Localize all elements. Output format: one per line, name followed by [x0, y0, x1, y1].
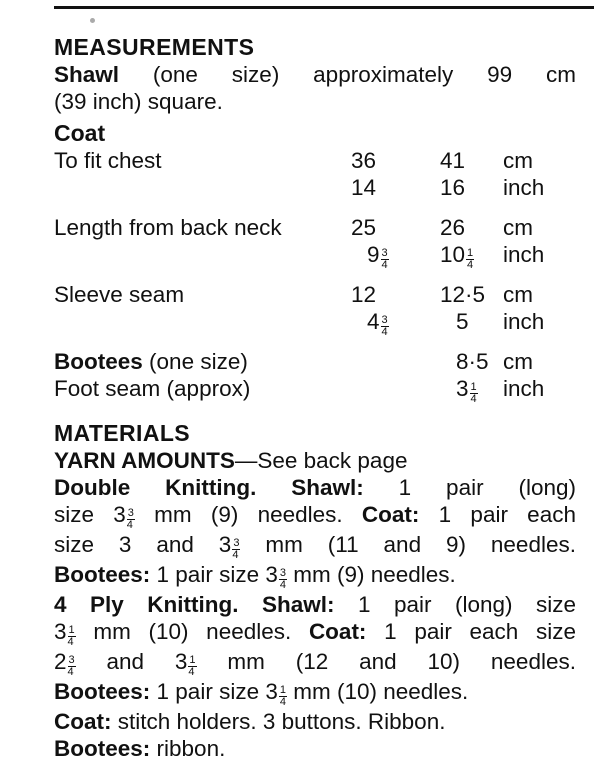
length-row-inch — [54, 241, 576, 271]
length-cm-2: 26 — [440, 215, 466, 240]
chest-row-cm — [54, 147, 576, 174]
length-in-unit: inch — [503, 242, 545, 267]
foot-seam-label: Foot seam (approx) — [54, 376, 251, 401]
sleeve-cm-2: 12·5 — [440, 282, 486, 307]
yarn-line — [54, 447, 576, 474]
coat-extra-line: Coat: stitch holders. 3 buttons. Ribbon. — [54, 709, 446, 734]
dk-line-2: size 3 $\frac{3}{4}$ mm (9) needles. Coat: 1 pair each — [54, 502, 576, 531]
ply4-line-3: 2 $\frac{3}{4}$ and 3 $\frac{1}{4}$ mm (12 and 10) needles. — [54, 649, 576, 678]
chest-in-1: 14 — [351, 175, 377, 200]
sleeve-label: Sleeve seam — [54, 282, 185, 307]
ply4-line-1: 4 Ply Knitting. Shawl: 1 pair (long) size — [54, 592, 576, 617]
length-row-cm — [54, 214, 576, 241]
bootees-row-cm — [54, 348, 576, 375]
fraction: $\frac{1}{4}$ — [467, 247, 474, 271]
fraction: $\frac{1}{4}$ — [67, 624, 75, 648]
shawl-line-1 — [54, 61, 576, 88]
materials-block — [54, 447, 576, 762]
chest-cm-unit: cm — [503, 148, 533, 173]
coat-heading: Coat — [54, 120, 106, 146]
print-speck — [90, 18, 95, 23]
length-in-2: 10 $\frac{1}{4}$ — [440, 242, 474, 271]
bootees-cm: 8·5 — [456, 349, 489, 374]
fraction: $\frac{3}{4}$ — [126, 507, 134, 531]
shawl-text-1: (one size) approximately 99 cm — [152, 62, 576, 87]
yarn-label: YARN AMOUNTS — [54, 448, 235, 473]
sleeve-in-2: 5 — [456, 309, 469, 334]
fraction: $\frac{3}{4}$ — [67, 654, 75, 678]
sleeve-in-1: 4 $\frac{3}{4}$ — [367, 309, 388, 338]
bootees-cm-unit: cm — [503, 349, 533, 374]
fraction: $\frac{1}{4}$ — [188, 654, 196, 678]
bootees-in: 3 $\frac{1}{4}$ — [456, 376, 477, 405]
length-cm-1: 25 — [351, 215, 377, 240]
fraction: $\frac{3}{4}$ — [381, 247, 388, 271]
ply4-line-2: 3 $\frac{1}{4}$ mm (10) needles. Coat: 1 pair each size — [54, 619, 576, 648]
shawl-line-2: (39 inch) square. — [54, 89, 223, 114]
chest-in-unit: inch — [503, 175, 545, 200]
bootees-label: Bootees — [54, 349, 143, 374]
chest-cm-2: 41 — [440, 148, 466, 173]
fraction: $\frac{1}{4}$ — [279, 684, 286, 708]
sleeve-row-cm — [54, 281, 576, 308]
dk-line-3: size 3 and 3 $\frac{3}{4}$ mm (11 and 9) needles. — [54, 532, 576, 561]
length-in-1: 9 $\frac{3}{4}$ — [367, 242, 388, 271]
fraction: $\frac{3}{4}$ — [232, 537, 240, 561]
fraction: $\frac{1}{4}$ — [470, 381, 477, 405]
ply4-line-4: Bootees: 1 pair size 3 $\frac{1}{4}$ mm (10) needles. — [54, 679, 469, 708]
sleeve-in-unit: inch — [503, 309, 545, 334]
bootees-row-inch — [54, 375, 576, 405]
chest-in-2: 16 — [440, 175, 466, 200]
bootees-extra-line: Bootees: ribbon. — [54, 736, 226, 761]
sleeve-cm-1: 12 — [351, 282, 377, 307]
dk-line-4: Bootees: 1 pair size 3 $\frac{3}{4}$ mm (9) needles. — [54, 562, 456, 591]
shawl-label: Shawl — [54, 62, 120, 87]
top-rule — [54, 6, 594, 9]
bootees-label-suffix: (one size) — [149, 349, 248, 374]
bootees-in-unit: inch — [503, 376, 545, 401]
length-cm-unit: cm — [503, 215, 533, 240]
fraction: $\frac{3}{4}$ — [279, 567, 286, 591]
yarn-text: —See back page — [234, 448, 408, 473]
measurements-heading: MEASUREMENTS — [54, 34, 255, 60]
length-label: Length from back neck — [54, 215, 282, 240]
fraction: $\frac{3}{4}$ — [381, 314, 388, 338]
sleeve-cm-unit: cm — [503, 282, 533, 307]
chest-row-inch — [54, 174, 576, 201]
materials-heading: MATERIALS — [54, 420, 191, 446]
pattern-page — [54, 33, 576, 762]
sleeve-row-inch — [54, 308, 576, 338]
chest-cm-1: 36 — [351, 148, 377, 173]
dk-line-1: Double Knitting. Shawl: 1 pair (long) — [54, 475, 576, 500]
chest-label: To fit chest — [54, 148, 162, 173]
